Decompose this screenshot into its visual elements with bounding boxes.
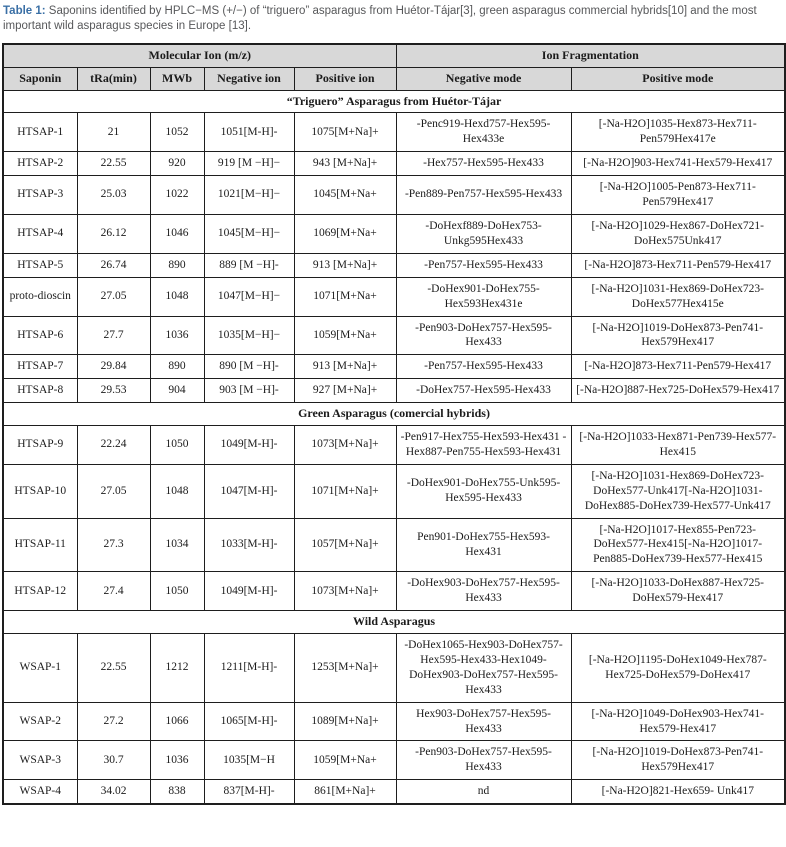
cell-negative-ion: 837[M-H]- bbox=[204, 780, 294, 804]
table-row bbox=[3, 355, 785, 379]
cell-negative-mode: -Pen917-Hex755-Hex593-Hex431 -Hex887-Pen755-Hex593-Hex431 bbox=[396, 425, 571, 464]
cell-positive-mode: [-Na-H2O]1005-Pen873-Hex711-Pen579Hex417 bbox=[571, 175, 785, 214]
cell-saponin: HTSAP-1 bbox=[3, 113, 77, 152]
cell-negative-mode: -Hex757-Hex595-Hex433 bbox=[396, 152, 571, 176]
cell-positive-mode: [-Na-H2O]1031-Hex869-DoHex723-DoHex577-Unk417[-Na-H2O]1031-DoHex885-DoHex739-Hex577-Unk417 bbox=[571, 464, 785, 518]
cell-saponin: HTSAP-6 bbox=[3, 316, 77, 355]
cell-tra-min: 22.24 bbox=[77, 425, 150, 464]
cell-positive-mode: [-Na-H2O]1031-Hex869-DoHex723-DoHex577Hex415e bbox=[571, 277, 785, 316]
cell-positive-ion: 927 [M+Na]+ bbox=[294, 379, 396, 403]
cell-positive-ion: 1045[M+Na+ bbox=[294, 175, 396, 214]
table-row bbox=[3, 425, 785, 464]
cell-positive-ion: 1059[M+Na+ bbox=[294, 316, 396, 355]
table-row bbox=[3, 741, 785, 780]
cell-negative-ion: 1065[M-H]- bbox=[204, 702, 294, 741]
cell-saponin: HTSAP-12 bbox=[3, 572, 77, 611]
cell-negative-ion: 890 [M −H]- bbox=[204, 355, 294, 379]
cell-positive-mode: [-Na-H2O]1019-DoHex873-Pen741-Hex579Hex417 bbox=[571, 741, 785, 780]
cell-negative-mode: -Pen757-Hex595-Hex433 bbox=[396, 253, 571, 277]
cell-negative-ion: 1211[M-H]- bbox=[204, 633, 294, 702]
cell-positive-ion: 1057[M+Na]+ bbox=[294, 518, 396, 572]
cell-tra-min: 22.55 bbox=[77, 152, 150, 176]
table-row bbox=[3, 464, 785, 518]
cell-negative-mode: -Penc919-Hexd757-Hex595-Hex433e bbox=[396, 113, 571, 152]
table-row bbox=[3, 316, 785, 355]
cell-tra-min: 27.2 bbox=[77, 702, 150, 741]
cell-mw: 1036 bbox=[150, 741, 204, 780]
cell-positive-mode: [-Na-H2O]821-Hex659- Unk417 bbox=[571, 780, 785, 804]
cell-saponin: WSAP-2 bbox=[3, 702, 77, 741]
table-row bbox=[3, 780, 785, 804]
cell-saponin: WSAP-4 bbox=[3, 780, 77, 804]
saponins-table bbox=[2, 43, 786, 805]
cell-tra-min: 21 bbox=[77, 113, 150, 152]
column-header-positive-ion: Positive ion bbox=[294, 67, 396, 90]
cell-negative-ion: 1047[M-H]- bbox=[204, 464, 294, 518]
table-row bbox=[3, 253, 785, 277]
cell-positive-mode: [-Na-H2O]873-Hex711-Pen579-Hex417 bbox=[571, 355, 785, 379]
cell-positive-ion: 1071[M+Na]+ bbox=[294, 464, 396, 518]
cell-mw: 1050 bbox=[150, 572, 204, 611]
cell-saponin: HTSAP-7 bbox=[3, 355, 77, 379]
cell-mw: 1052 bbox=[150, 113, 204, 152]
cell-positive-mode: [-Na-H2O]1029-Hex867-DoHex721-DoHex575Unk417 bbox=[571, 214, 785, 253]
cell-negative-ion: 1051[M-H]- bbox=[204, 113, 294, 152]
cell-negative-ion: 889 [M −H]- bbox=[204, 253, 294, 277]
cell-positive-ion: 1073[M+Na]+ bbox=[294, 572, 396, 611]
table-row bbox=[3, 175, 785, 214]
cell-tra-min: 27.4 bbox=[77, 572, 150, 611]
cell-negative-mode: -Pen757-Hex595-Hex433 bbox=[396, 355, 571, 379]
cell-tra-min: 29.53 bbox=[77, 379, 150, 403]
cell-positive-ion: 1253[M+Na]+ bbox=[294, 633, 396, 702]
cell-mw: 1212 bbox=[150, 633, 204, 702]
cell-positive-mode: [-Na-H2O]1035-Hex873-Hex711-Pen579Hex417e bbox=[571, 113, 785, 152]
cell-positive-ion: 943 [M+Na]+ bbox=[294, 152, 396, 176]
cell-mw: 1048 bbox=[150, 277, 204, 316]
cell-saponin: HTSAP-4 bbox=[3, 214, 77, 253]
cell-positive-ion: 861[M+Na]+ bbox=[294, 780, 396, 804]
section-header-row bbox=[3, 90, 785, 113]
column-header-negative-ion: Negative ion bbox=[204, 67, 294, 90]
cell-mw: 838 bbox=[150, 780, 204, 804]
cell-negative-mode: -DoHex901-DoHex755-Unk595-Hex595-Hex433 bbox=[396, 464, 571, 518]
table-row bbox=[3, 702, 785, 741]
table-caption-text: Saponins identified by HPLC−MS (+/−) of “triguero” asparagus from Huétor-Tájar[3], green asparagus commercial hybrids[10] and the most important wild asparagus species in Europe [13]. bbox=[3, 5, 757, 33]
cell-positive-mode: [-Na-H2O]1033-Hex871-Pen739-Hex577-Hex415 bbox=[571, 425, 785, 464]
cell-positive-mode: [-Na-H2O]1033-DoHex887-Hex725-DoHex579-Hex417 bbox=[571, 572, 785, 611]
cell-mw: 1036 bbox=[150, 316, 204, 355]
section-title: Wild Asparagus bbox=[3, 611, 785, 634]
cell-positive-mode: [-Na-H2O]1049-DoHex903-Hex741-Hex579-Hex417 bbox=[571, 702, 785, 741]
cell-negative-mode: -Pen903-DoHex757-Hex595-Hex433 bbox=[396, 316, 571, 355]
column-header-saponin: Saponin bbox=[3, 67, 77, 90]
cell-positive-ion: 913 [M+Na]+ bbox=[294, 253, 396, 277]
cell-positive-ion: 913 [M+Na]+ bbox=[294, 355, 396, 379]
cell-positive-mode: [-Na-H2O]873-Hex711-Pen579-Hex417 bbox=[571, 253, 785, 277]
table-row bbox=[3, 214, 785, 253]
cell-negative-ion: 1049[M-H]- bbox=[204, 425, 294, 464]
cell-tra-min: 22.55 bbox=[77, 633, 150, 702]
cell-negative-mode: -Pen903-DoHex757-Hex595-Hex433 bbox=[396, 741, 571, 780]
cell-positive-ion: 1069[M+Na+ bbox=[294, 214, 396, 253]
cell-mw: 904 bbox=[150, 379, 204, 403]
cell-mw: 1048 bbox=[150, 464, 204, 518]
cell-saponin: HTSAP-8 bbox=[3, 379, 77, 403]
cell-positive-ion: 1059[M+Na+ bbox=[294, 741, 396, 780]
column-header-negative-mode: Negative mode bbox=[396, 67, 571, 90]
cell-positive-ion: 1089[M+Na]+ bbox=[294, 702, 396, 741]
cell-negative-ion: 903 [M −H]- bbox=[204, 379, 294, 403]
table-row bbox=[3, 633, 785, 702]
table-caption-label: Table 1: bbox=[3, 5, 46, 17]
cell-saponin: proto-dioscin bbox=[3, 277, 77, 316]
cell-saponin: HTSAP-3 bbox=[3, 175, 77, 214]
cell-saponin: WSAP-3 bbox=[3, 741, 77, 780]
table-row bbox=[3, 277, 785, 316]
cell-positive-ion: 1073[M+Na]+ bbox=[294, 425, 396, 464]
cell-tra-min: 27.7 bbox=[77, 316, 150, 355]
cell-saponin: WSAP-1 bbox=[3, 633, 77, 702]
cell-negative-ion: 1035[M−H]− bbox=[204, 316, 294, 355]
column-header-positive-mode: Positive mode bbox=[571, 67, 785, 90]
column-header-tra-min: tRa(min) bbox=[77, 67, 150, 90]
group-header-molecular-ion: Molecular Ion (m/z) bbox=[3, 44, 396, 67]
cell-negative-mode: -DoHex901-DoHex755-Hex593Hex431e bbox=[396, 277, 571, 316]
cell-negative-mode: -Pen889-Pen757-Hex595-Hex433 bbox=[396, 175, 571, 214]
table-row bbox=[3, 113, 785, 152]
cell-negative-mode: -DoHex757-Hex595-Hex433 bbox=[396, 379, 571, 403]
column-header-row bbox=[3, 67, 785, 90]
cell-mw: 1034 bbox=[150, 518, 204, 572]
cell-tra-min: 34.02 bbox=[77, 780, 150, 804]
cell-negative-mode: -DoHex903-DoHex757-Hex595-Hex433 bbox=[396, 572, 571, 611]
cell-tra-min: 26.74 bbox=[77, 253, 150, 277]
cell-tra-min: 26.12 bbox=[77, 214, 150, 253]
group-header-row bbox=[3, 44, 785, 67]
section-title: Green Asparagus (comercial hybrids) bbox=[3, 403, 785, 426]
cell-tra-min: 25.03 bbox=[77, 175, 150, 214]
section-header-row bbox=[3, 403, 785, 426]
table-row bbox=[3, 379, 785, 403]
cell-mw: 890 bbox=[150, 355, 204, 379]
cell-negative-mode: nd bbox=[396, 780, 571, 804]
group-header-ion-fragmentation: Ion Fragmentation bbox=[396, 44, 785, 67]
cell-positive-mode: [-Na-H2O]903-Hex741-Hex579-Hex417 bbox=[571, 152, 785, 176]
cell-saponin: HTSAP-10 bbox=[3, 464, 77, 518]
cell-negative-ion: 1047[M−H]− bbox=[204, 277, 294, 316]
cell-tra-min: 30.7 bbox=[77, 741, 150, 780]
cell-negative-mode: -DoHex1065-Hex903-DoHex757-Hex595-Hex433-Hex1049-DoHex903-DoHex757-Hex595-Hex433 bbox=[396, 633, 571, 702]
cell-saponin: HTSAP-2 bbox=[3, 152, 77, 176]
cell-mw: 1022 bbox=[150, 175, 204, 214]
table-caption bbox=[0, 0, 786, 36]
cell-positive-mode: [-Na-H2O]1195-DoHex1049-Hex787-Hex725-DoHex579-DoHex417 bbox=[571, 633, 785, 702]
section-title: “Triguero” Asparagus from Huétor-Tájar bbox=[3, 90, 785, 113]
cell-negative-ion: 1049[M-H]- bbox=[204, 572, 294, 611]
cell-saponin: HTSAP-11 bbox=[3, 518, 77, 572]
table-row bbox=[3, 518, 785, 572]
cell-positive-mode: [-Na-H2O]1019-DoHex873-Pen741-Hex579Hex417 bbox=[571, 316, 785, 355]
cell-negative-ion: 1045[M−H]− bbox=[204, 214, 294, 253]
cell-negative-ion: 1033[M-H]- bbox=[204, 518, 294, 572]
cell-tra-min: 27.05 bbox=[77, 277, 150, 316]
section-header-row bbox=[3, 611, 785, 634]
cell-positive-ion: 1075[M+Na]+ bbox=[294, 113, 396, 152]
column-header-mw: MWb bbox=[150, 67, 204, 90]
cell-positive-mode: [-Na-H2O]1017-Hex855-Pen723-DoHex577-Hex415[-Na-H2O]1017-Pen885-DoHex739-Hex577-Hex415 bbox=[571, 518, 785, 572]
cell-negative-mode: Pen901-DoHex755-Hex593-Hex431 bbox=[396, 518, 571, 572]
cell-mw: 1046 bbox=[150, 214, 204, 253]
table-row bbox=[3, 152, 785, 176]
cell-negative-ion: 1035[M−H bbox=[204, 741, 294, 780]
cell-negative-ion: 919 [M −H]− bbox=[204, 152, 294, 176]
table-row bbox=[3, 572, 785, 611]
cell-tra-min: 27.05 bbox=[77, 464, 150, 518]
cell-saponin: HTSAP-5 bbox=[3, 253, 77, 277]
cell-negative-mode: -DoHexf889-DoHex753-Unkg595Hex433 bbox=[396, 214, 571, 253]
cell-positive-ion: 1071[M+Na+ bbox=[294, 277, 396, 316]
cell-tra-min: 27.3 bbox=[77, 518, 150, 572]
cell-negative-mode: Hex903-DoHex757-Hex595-Hex433 bbox=[396, 702, 571, 741]
cell-tra-min: 29.84 bbox=[77, 355, 150, 379]
cell-mw: 1066 bbox=[150, 702, 204, 741]
cell-mw: 890 bbox=[150, 253, 204, 277]
cell-mw: 1050 bbox=[150, 425, 204, 464]
cell-positive-mode: [-Na-H2O]887-Hex725-DoHex579-Hex417 bbox=[571, 379, 785, 403]
cell-negative-ion: 1021[M−H]− bbox=[204, 175, 294, 214]
cell-mw: 920 bbox=[150, 152, 204, 176]
cell-saponin: HTSAP-9 bbox=[3, 425, 77, 464]
